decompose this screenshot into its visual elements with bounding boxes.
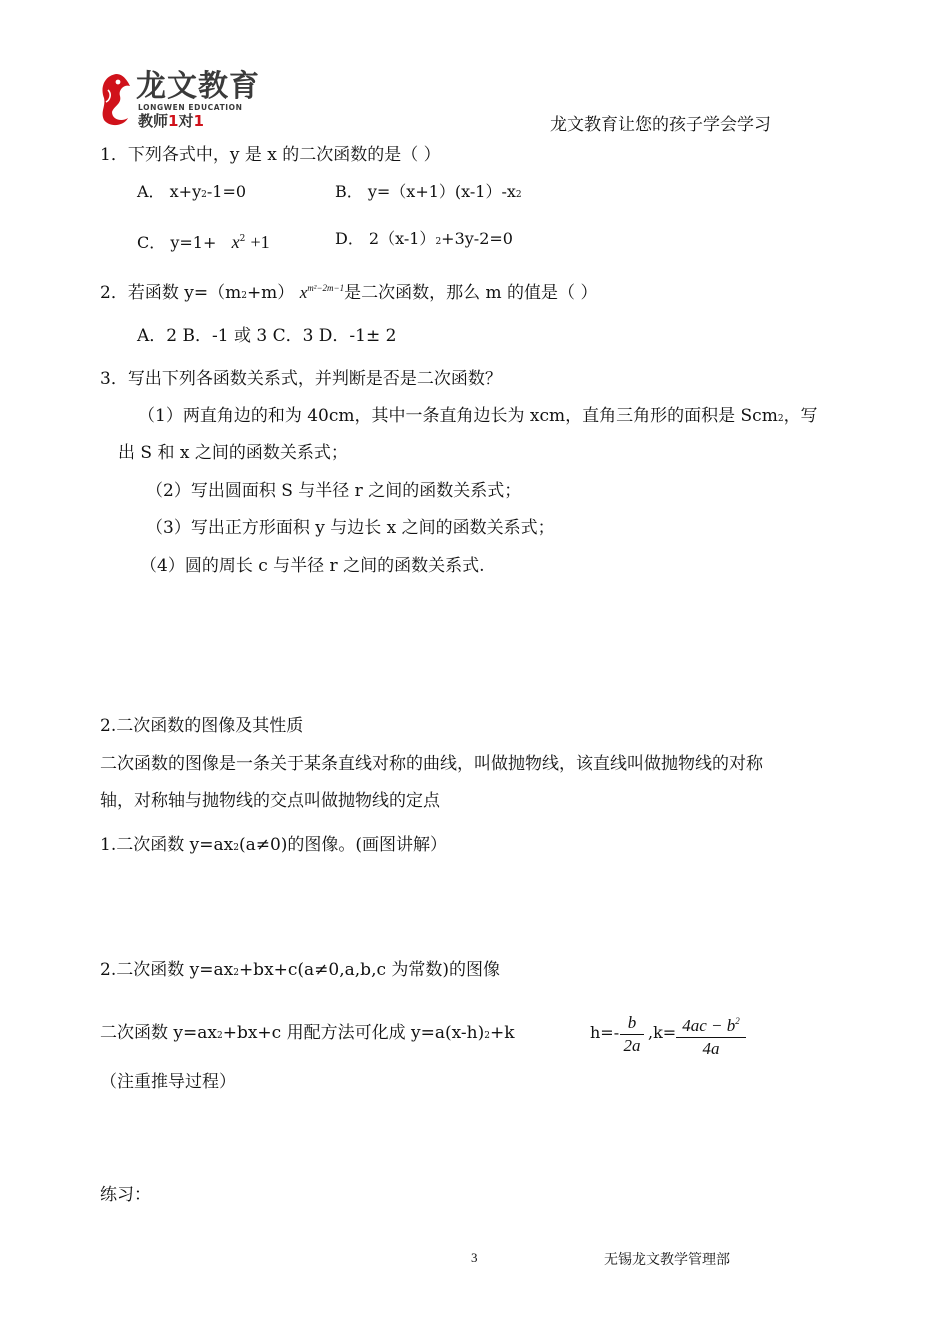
- k-label: ,k=: [648, 1023, 677, 1042]
- vertex-form-text: 二次函数 y=ax2+bx+c 用配方法可化成 y=a(x-h)2+k: [100, 1023, 515, 1043]
- section-item2: 2.二次函数 y=ax2+bx+c(a≠0,a,b,c 为常数)的图像: [100, 960, 501, 980]
- section-title: 2.二次函数的图像及其性质: [100, 716, 304, 736]
- q2-options: A．2 B．-1 或 3 C．3 D．-1± 2: [137, 326, 397, 346]
- q3-part4: （4）圆的周长 c 与半径 r 之间的函数关系式.: [140, 556, 485, 576]
- section-item1: 1.二次函数 y=ax2(a≠0)的图像。(画图讲解）: [100, 835, 448, 855]
- q1-stem: 1．下列各式中，y 是 x 的二次函数的是（ ）: [100, 145, 441, 165]
- q1-option-d: D． 2（x-1）2+3y-2=0: [335, 229, 513, 248]
- q1-option-b: B． y=（x+1）(x-1）-x2: [335, 182, 522, 201]
- h-fraction: [620, 1012, 644, 1057]
- q3-part1-continued: 出 S 和 x 之间的函数关系式；: [118, 443, 348, 463]
- h-label: h=-: [590, 1023, 620, 1042]
- logo-english-text: LONGWEN EDUCATION: [138, 103, 243, 112]
- q3-part3: （3）写出正方形面积 y 与边长 x 之间的函数关系式；: [146, 518, 555, 538]
- k-denominator: 4a: [702, 1039, 720, 1058]
- q2-stem: 2．若函数 y=（m2+m） $x^{m^2-2m-1}$是二次函数，那么 m 的值是（ ）: [100, 283, 598, 303]
- brand-logo: [96, 68, 264, 130]
- k-fraction: [676, 1010, 746, 1060]
- derivation-note: （注重推导过程）: [100, 1072, 236, 1092]
- q1-option-a: A． x+y2-1=0: [137, 182, 247, 201]
- dragon-logo-icon: [96, 68, 136, 130]
- footer-department: 无锡龙文教学管理部: [604, 1252, 730, 1268]
- q1-option-c: C． y=1+ $x^2 +1$: [137, 232, 270, 252]
- practice-heading: 练习：: [100, 1185, 151, 1205]
- header-slogan: 龙文教育让您的孩子学会学习: [550, 115, 771, 135]
- logo-tagline: 教师1对1: [138, 112, 204, 130]
- q3-part1: （1）两直角边的和为 40cm，其中一条直角边长为 xcm，直角三角形的面积是 Scm2，写: [138, 406, 818, 426]
- k-numerator: $4ac - b^2$: [676, 1010, 746, 1038]
- q3-stem: 3．写出下列各函数关系式，并判断是否是二次函数？: [100, 369, 502, 389]
- h-denominator: 2a: [623, 1036, 641, 1055]
- h-numerator: b: [620, 1012, 644, 1035]
- q3-part2: （2）写出圆面积 S 与半径 r 之间的函数关系式；: [146, 481, 522, 501]
- page-number: 3: [471, 1250, 478, 1265]
- logo-brand-text: 龙文教育: [136, 69, 260, 104]
- section-desc-line2: 轴，对称轴与抛物线的交点叫做抛物线的定点: [100, 791, 440, 811]
- section-desc-line1: 二次函数的图像是一条关于某条直线对称的曲线，叫做抛物线，该直线叫做抛物线的对称: [100, 754, 763, 774]
